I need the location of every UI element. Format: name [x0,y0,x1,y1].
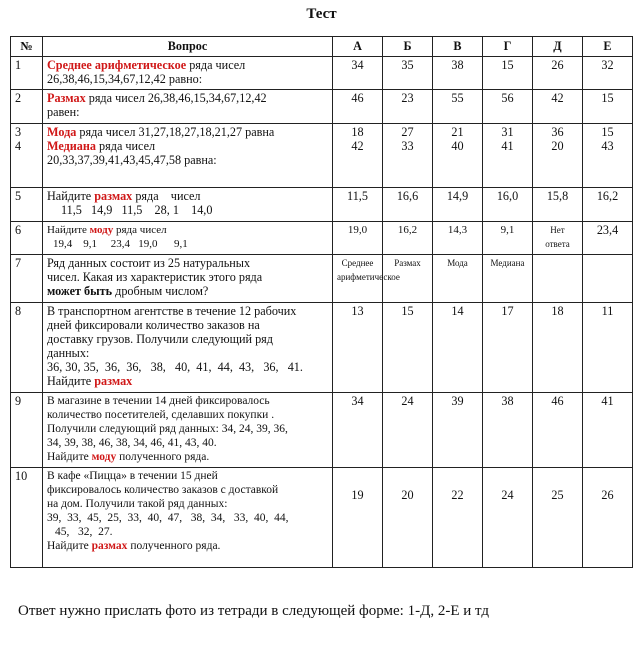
header-row [11,37,633,57]
question-cell [43,393,333,468]
answer-a: 46 [333,90,383,124]
answer-g: 38 [483,393,533,468]
answer-e: 15 [583,90,633,124]
question-text: Найдите [47,374,95,388]
answer-g: 24 [483,468,533,568]
answer-v: 14,3 [433,222,483,255]
question-keyword: Размах [47,91,86,105]
row-number: 6 [11,222,43,255]
answer-g: 9,1 [483,222,533,255]
row-number: 5 [11,188,43,222]
header-e: Е [583,37,633,57]
row-number: 9 [11,393,43,468]
answer-b: 35 [383,57,433,90]
question-cell [43,468,333,568]
question-keyword: Среднее арифметическое [47,58,187,72]
answer-a: 34 [333,393,383,468]
question-text: полученного ряда. [127,540,221,552]
table-row [11,188,633,222]
answer-v [433,124,483,188]
question-text: доставку грузов. Получили следующий ряд [47,332,273,346]
page-title: Тест [306,6,337,22]
question-keyword: моду [89,224,114,236]
question-text: равен: [47,105,80,119]
answer-v: 39 [433,393,483,468]
question-cell [43,222,333,255]
answer-g: 16,0 [483,188,533,222]
answer-e: 11 [583,303,633,393]
answer-b: 24 [383,393,433,468]
answer-d: 42 [533,90,583,124]
answer-g: Медиана [483,255,533,303]
answer-d: 15,8 [533,188,583,222]
question-keyword: размах [94,374,133,388]
answer-b: 16,2 [383,222,433,255]
question-keyword: Мода [47,125,77,139]
question-keyword: моду [91,451,117,463]
row-number: 8 [11,303,43,393]
question-text: фиксировалось количество заказов с доставкой [47,484,279,496]
question-text: Найдите [47,451,92,463]
table-row [11,90,633,124]
question-text: 20,33,37,39,41,43,45,47,58 равна: [47,153,217,167]
question-text: ряда чисел [113,224,167,236]
question-text: 34, 39, 38, 46, 38, 34, 46, 41, 43, 40. [47,437,217,449]
answer-value: 42 [351,139,364,153]
header-num: № [11,37,43,57]
question-text: 39, 33, 45, 25, 33, 40, 47, 38, 34, 33, 40, 44, [47,512,289,524]
question-cell [43,124,333,188]
question-text: полученного ряда. [116,451,210,463]
question-text: 45, 32, 27. [55,526,113,538]
answer-v: Мода [433,255,483,303]
question-text: Найдите [47,189,95,203]
question-text: дней фиксировали количество заказов на [47,318,260,332]
answer-a: Среднее арифметическое [333,255,383,303]
footer-instruction: Ответ нужно прислать фото из тетради в следующей форме: 1-Д, 2-Е и тд [18,603,489,619]
answer-d [533,255,583,303]
row-number: 2 [11,90,43,124]
answer-d: 18 [533,303,583,393]
header-d: Д [533,37,583,57]
table-row [11,468,633,568]
question-cell [43,255,333,303]
answer-v: 38 [433,57,483,90]
answer-v: 22 [433,468,483,568]
row-number-3: 3 [15,125,22,139]
answer-e: 23,4 [583,222,633,255]
answer-b [383,124,433,188]
header-b: Б [383,37,433,57]
answer-value: 43 [601,139,614,153]
answer-d: 25 [533,468,583,568]
question-keyword: размах [91,540,128,552]
row-number-4: 4 [15,139,22,153]
question-text: ряда чисел 26,38,46,15,34,67,12,42 [85,91,267,105]
answer-b: 16,6 [383,188,433,222]
question-cell [43,303,333,393]
question-text: чисел. Какая из характеристик этого ряда [47,270,263,284]
answer-v: 14 [433,303,483,393]
answer-e: 16,2 [583,188,633,222]
question-text: данных: [47,346,90,360]
answer-g: 56 [483,90,533,124]
question-text: ряда чисел [186,58,246,72]
answer-e [583,124,633,188]
header-g: Г [483,37,533,57]
answer-value: 40 [451,139,464,153]
answer-a [333,124,383,188]
answer-a: 13 [333,303,383,393]
table-row [11,303,633,393]
answer-g: 15 [483,57,533,90]
table-row [11,57,633,90]
answer-g [483,124,533,188]
answer-a: 19,0 [333,222,383,255]
question-text: ряда чисел 31,27,18,27,18,21,27 равна [76,125,275,139]
answer-d: 46 [533,393,583,468]
question-text: В кафе «Пицца» в течении 15 дней [47,470,218,482]
answer-value: 33 [401,139,414,153]
row-number: 1 [11,57,43,90]
header-v: В [433,37,483,57]
answer-a: 19 [333,468,383,568]
answer-a: 34 [333,57,383,90]
answer-g: 17 [483,303,533,393]
answer-value: 36 [551,125,564,139]
question-bold: может быть [47,284,113,298]
header-question: Вопрос [43,37,333,57]
answer-e: 26 [583,468,633,568]
question-text: Получили следующий ряд данных: 34, 24, 39, 36, [47,423,288,435]
answer-value: 27 [401,125,414,139]
answer-d: Нет ответа [533,222,583,255]
answer-value: 31 [501,125,514,139]
question-keyword: размах [94,189,133,203]
question-text: 36, 30, 35, 36, 36, 38, 40, 41, 44, 43, 36, 41. [47,360,303,374]
answer-b: 20 [383,468,433,568]
question-text: дробным числом? [112,284,209,298]
question-text: Найдите [47,224,90,236]
table-row [11,393,633,468]
answer-v: 55 [433,90,483,124]
answer-d [533,124,583,188]
row-number [11,124,43,188]
answer-value: 18 [351,125,364,139]
question-text: ряда чисел [96,139,156,153]
table-row [11,124,633,188]
question-text: на дом. Получили такой ряд данных: [47,498,228,510]
answer-v: 14,9 [433,188,483,222]
row-number: 10 [11,468,43,568]
answer-a: 11,5 [333,188,383,222]
table-row [11,255,633,303]
answer-d: 26 [533,57,583,90]
question-text: количество посетителей, сделавших покупки . [47,409,275,421]
answer-value: 41 [501,139,514,153]
answer-value: 15 [601,125,614,139]
answer-b: 23 [383,90,433,124]
row-number: 7 [11,255,43,303]
question-text: 26,38,46,15,34,67,12,42 равно: [47,72,203,86]
answer-b: 15 [383,303,433,393]
question-text: Ряд данных состоит из 25 натуральных [47,256,251,270]
test-table [10,36,633,568]
question-cell [43,188,333,222]
table-row [11,222,633,255]
question-text: ряда чисел [132,189,201,203]
question-text: В транспортном агентстве в течение 12 рабочих [47,304,297,318]
answer-e: 41 [583,393,633,468]
question-text: Найдите [47,540,92,552]
question-cell [43,57,333,90]
answer-e: 32 [583,57,633,90]
header-a: А [333,37,383,57]
question-text: В магазине в течении 14 дней фиксировалось [47,395,270,407]
question-cell [43,90,333,124]
answer-value: 21 [451,125,464,139]
answer-b: Размах [383,255,433,303]
answer-value: 20 [551,139,564,153]
question-keyword: Медиана [47,139,96,153]
answer-e [583,255,633,303]
question-text: 19,4 9,1 23,4 19,0 9,1 [53,238,188,250]
question-text: 11,5 14,9 11,5 28, 1 14,0 [61,203,213,217]
